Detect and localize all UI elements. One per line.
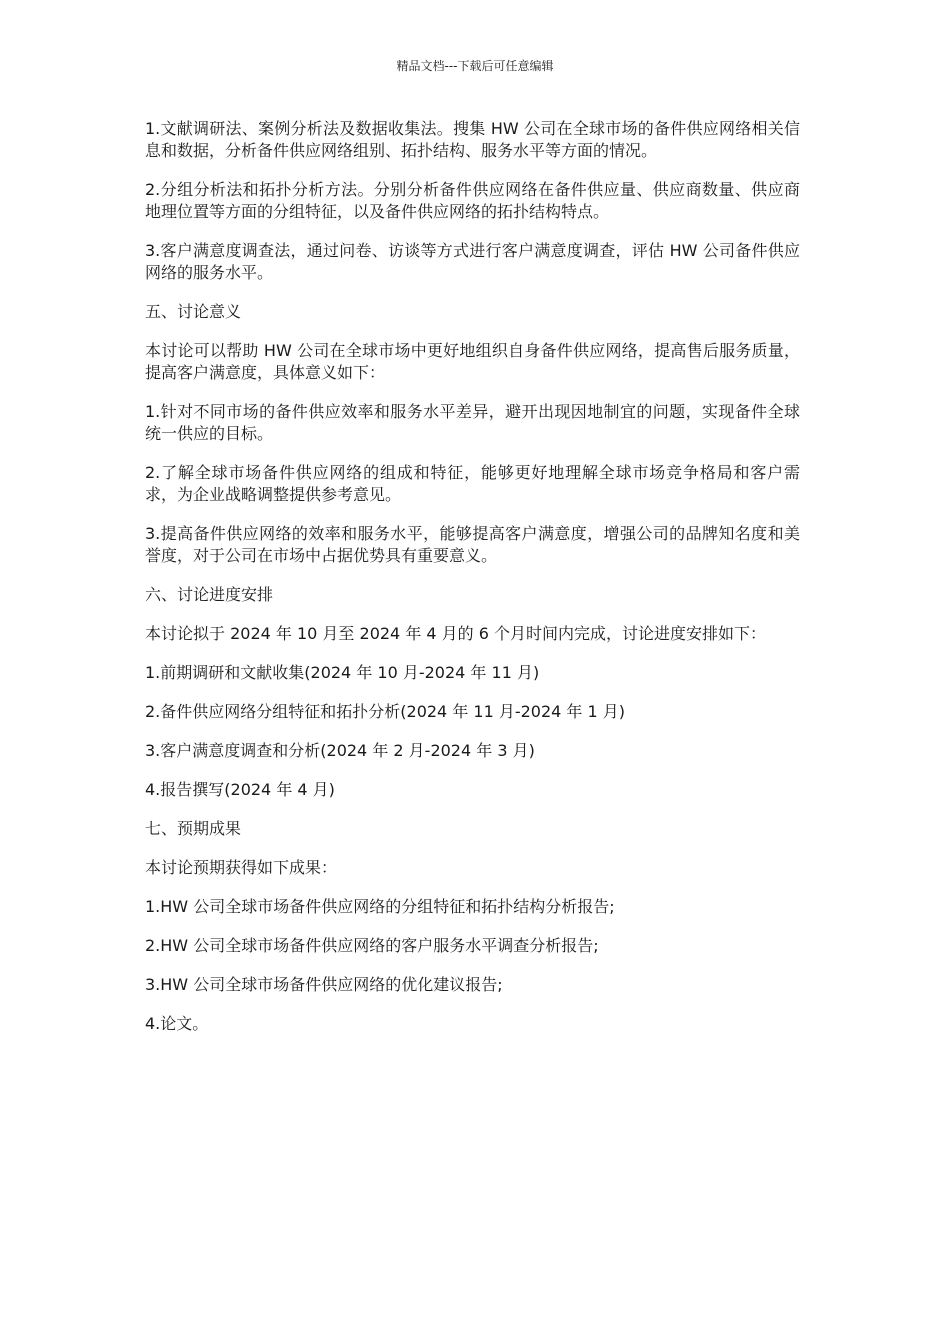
paragraph-results-3: 3.HW 公司全球市场备件供应网络的优化建议报告; — [145, 975, 503, 994]
paragraph-results-2: 2.HW 公司全球市场备件供应网络的客户服务水平调查分析报告; — [145, 936, 599, 955]
paragraph-method-2: 2.分组分析法和拓扑分析方法。分别分析备件供应网络在备件供应量、供应商数量、供应商地理位置等方面的分组特征，以及备件供应网络的拓扑结构特点。 — [145, 180, 800, 221]
paragraph-results-intro: 本讨论预期获得如下成果： — [145, 858, 338, 877]
paragraph-schedule-intro: 本讨论拟于 2024 年 10 月至 2024 年 4 月的 6 个月时间内完成，讨论进度安排如下： — [145, 624, 767, 643]
paragraph-method-3: 3.客户满意度调查法，通过问卷、访谈等方式进行客户满意度调查，评估 HW 公司备件供应网络的服务水平。 — [145, 241, 800, 282]
paragraph-results-1: 1.HW 公司全球市场备件供应网络的分组特征和拓扑结构分析报告; — [145, 897, 615, 916]
paragraph-significance-intro: 本讨论可以帮助 HW 公司在全球市场中更好地组织自身备件供应网络，提高售后服务质量，提高客户满意度，具体意义如下： — [145, 341, 800, 382]
paragraph-schedule-4: 4.报告撰写(2024 年 4 月) — [145, 780, 335, 799]
paragraph-schedule-1: 1.前期调研和文献收集(2024 年 10 月-2024 年 11 月) — [145, 663, 540, 682]
paragraph-significance-2: 2.了解全球市场备件供应网络的组成和特征，能够更好地理解全球市场竞争格局和客户需求，为企业战略调整提供参考意见。 — [145, 463, 800, 504]
paragraph-significance-3: 3.提高备件供应网络的效率和服务水平，能够提高客户满意度，增强公司的品牌知名度和美誉度，对于公司在市场中占据优势具有重要意义。 — [145, 524, 800, 565]
paragraph-schedule-2: 2.备件供应网络分组特征和拓扑分析(2024 年 11 月-2024 年 1 月) — [145, 702, 626, 721]
document-body — [145, 118, 800, 1052]
paragraph-significance-1: 1.针对不同市场的备件供应效率和服务水平差异，避开出现因地制宜的问题，实现备件全球统一供应的目标。 — [145, 402, 800, 443]
paragraph-method-1: 1.文献调研法、案例分析法及数据收集法。搜集 HW 公司在全球市场的备件供应网络相关信息和数据，分析备件供应网络组别、拓扑结构、服务水平等方面的情况。 — [145, 119, 800, 160]
paragraph-schedule-3: 3.客户满意度调查和分析(2024 年 2 月-2024 年 3 月) — [145, 741, 535, 760]
paragraph-results-4: 4.论文。 — [145, 1014, 209, 1033]
section-heading-significance: 五、讨论意义 — [145, 302, 242, 321]
section-heading-schedule: 六、讨论进度安排 — [145, 585, 274, 604]
page-header: 精品文档---下载后可任意编辑 — [396, 59, 554, 73]
section-heading-results: 七、预期成果 — [145, 819, 242, 838]
